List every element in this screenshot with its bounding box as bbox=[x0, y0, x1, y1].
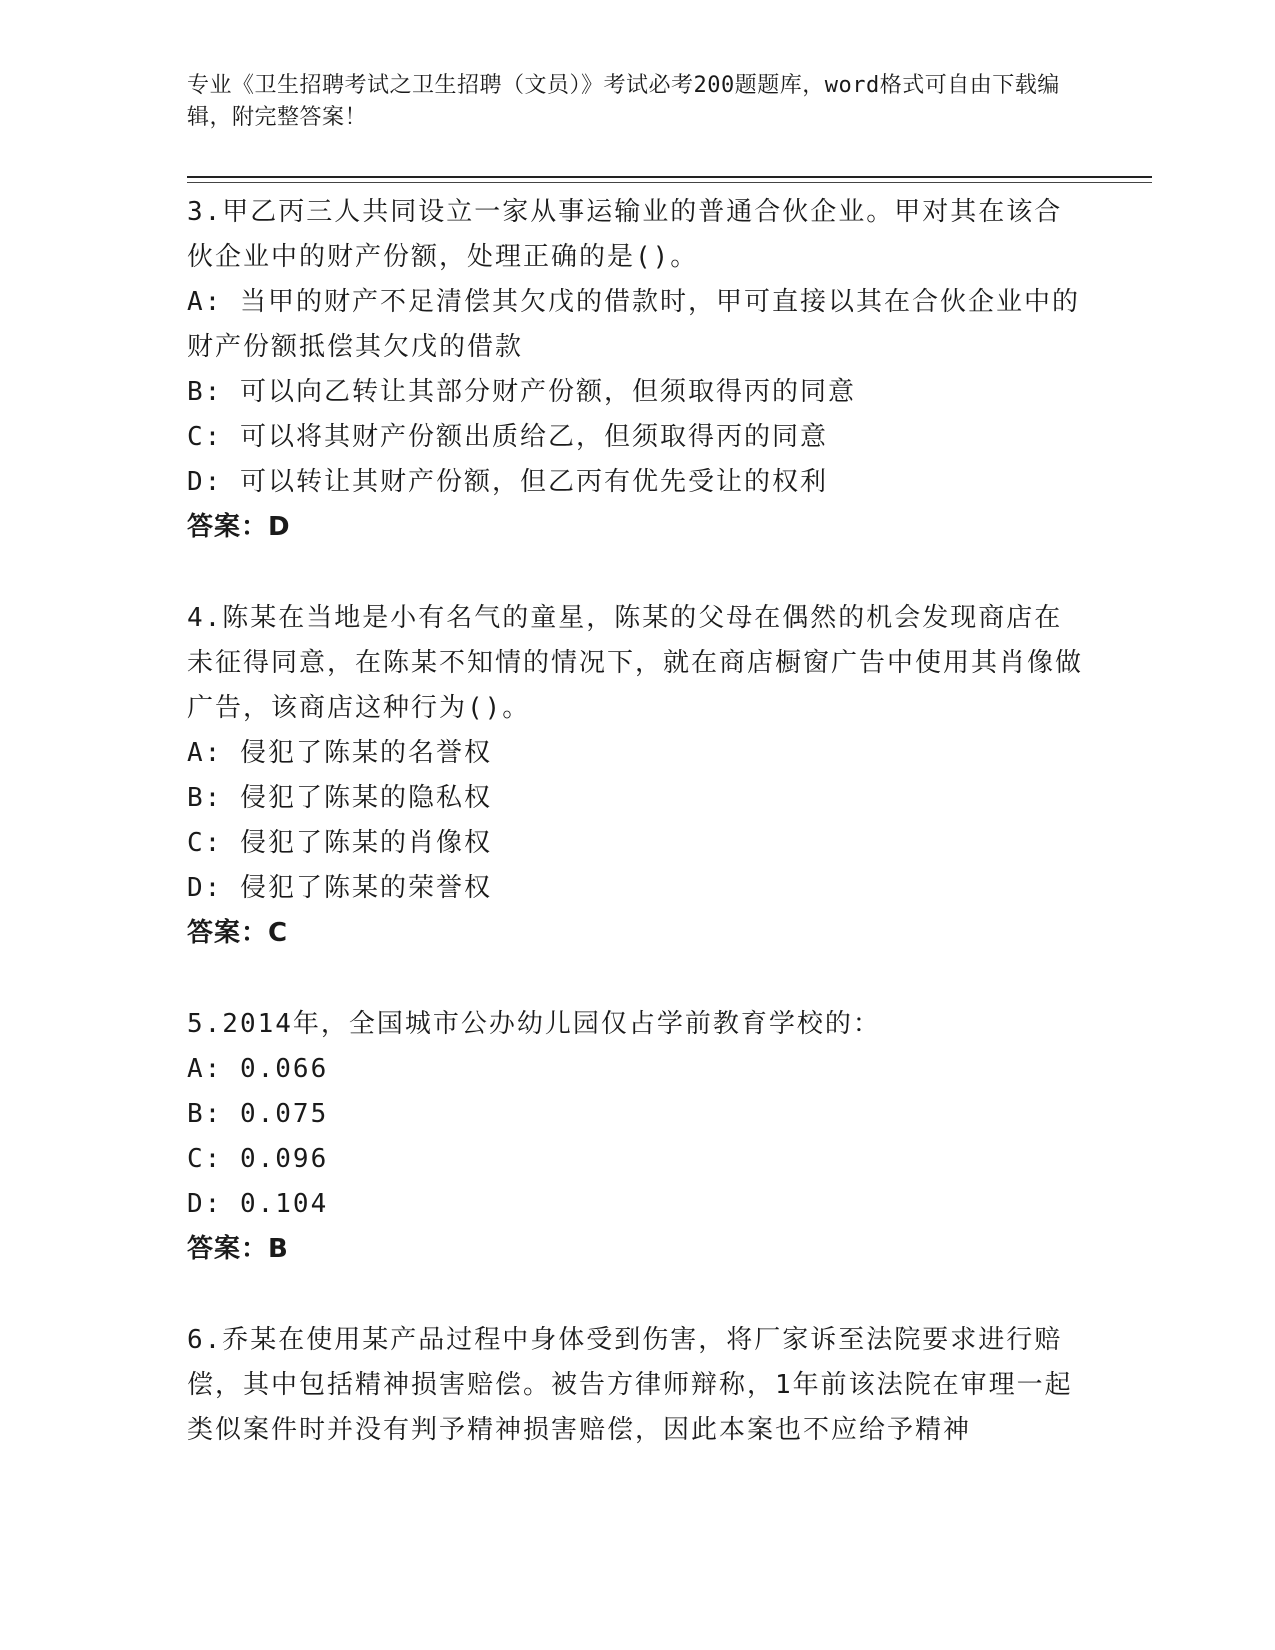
option-a: A: 0.066 bbox=[187, 1054, 329, 1084]
option-d: D: 侵犯了陈某的荣誉权 bbox=[187, 873, 492, 903]
option-c: C: 侵犯了陈某的肖像权 bbox=[187, 828, 492, 858]
question-4 bbox=[187, 596, 1087, 956]
header-divider-thick bbox=[187, 176, 1152, 178]
question-list bbox=[187, 190, 1087, 1499]
question-stem: 3.甲乙丙三人共同设立一家从事运输业的普通合伙企业。甲对其在该合伙企业中的财产份额，处理正确的是()。 bbox=[187, 197, 1063, 272]
option-c: C: 0.096 bbox=[187, 1144, 329, 1174]
question-5 bbox=[187, 1002, 1087, 1272]
answer: 答案：C bbox=[187, 918, 289, 948]
option-b: B: 可以向乙转让其部分财产份额，但须取得丙的同意 bbox=[187, 377, 856, 407]
question-3 bbox=[187, 190, 1087, 550]
option-b: B: 0.075 bbox=[187, 1099, 329, 1129]
option-d: D: 0.104 bbox=[187, 1189, 329, 1219]
option-d: D: 可以转让其财产份额，但乙丙有优先受让的权利 bbox=[187, 467, 828, 497]
option-a: A: 当甲的财产不足清偿其欠戊的借款时，甲可直接以其在合伙企业中的财产份额抵偿其欠戊的借款 bbox=[187, 287, 1080, 362]
answer: 答案：D bbox=[187, 512, 291, 542]
answer: 答案：B bbox=[187, 1234, 289, 1264]
question-stem: 4.陈某在当地是小有名气的童星，陈某的父母在偶然的机会发现商店在未征得同意，在陈某不知情的情况下，就在商店橱窗广告中使用其肖像做广告，该商店这种行为()。 bbox=[187, 603, 1084, 723]
question-stem: 5.2014年，全国城市公办幼儿园仅占学前教育学校的： bbox=[187, 1009, 881, 1039]
header-divider-thin bbox=[187, 182, 1152, 183]
question-stem: 6.乔某在使用某产品过程中身体受到伤害，将厂家诉至法院要求进行赔偿，其中包括精神损害赔偿。被告方律师辩称，1年前该法院在审理一起类似案件时并没有判予精神损害赔偿，因此本案也不应给予精神 bbox=[187, 1325, 1073, 1445]
question-6 bbox=[187, 1318, 1087, 1453]
option-b: B: 侵犯了陈某的隐私权 bbox=[187, 783, 492, 813]
document-header: 专业《卫生招聘考试之卫生招聘（文员）》考试必考200题题库，word格式可自由下载编辑，附完整答案！ bbox=[187, 73, 1060, 130]
option-c: C: 可以将其财产份额出质给乙，但须取得丙的同意 bbox=[187, 422, 828, 452]
option-a: A: 侵犯了陈某的名誉权 bbox=[187, 738, 492, 768]
